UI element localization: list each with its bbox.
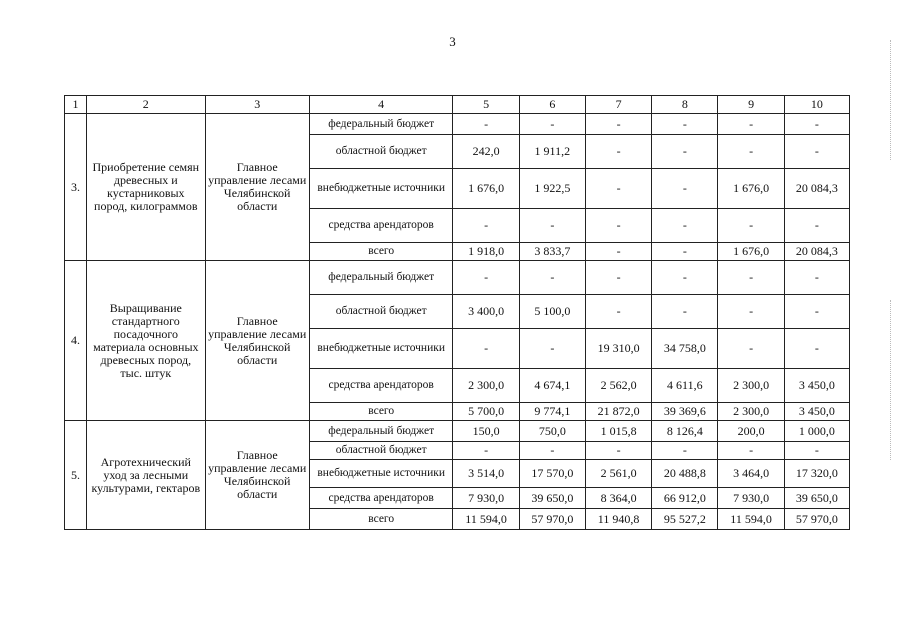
item-executor: Главное управление лесами Челябинской области xyxy=(205,114,309,261)
header-cell: 8 xyxy=(652,96,718,114)
funding-source: всего xyxy=(309,509,453,530)
value-cell: 20 084,3 xyxy=(784,243,849,261)
value-cell: - xyxy=(519,114,585,135)
item-name: Выращивание стандартного посадочного материала основных древесных пород, тыс. штук xyxy=(87,261,205,421)
value-cell: - xyxy=(784,261,849,295)
value-cell: - xyxy=(718,135,784,169)
budget-table xyxy=(64,95,850,530)
value-cell: - xyxy=(718,114,784,135)
value-cell: 2 562,0 xyxy=(585,369,651,403)
value-cell: - xyxy=(652,261,718,295)
value-cell: - xyxy=(453,261,519,295)
funding-source: внебюджетные источники xyxy=(309,329,453,369)
item-number: 5. xyxy=(65,421,87,530)
value-cell: - xyxy=(718,209,784,243)
funding-source: федеральный бюджет xyxy=(309,421,453,442)
value-cell: 1 922,5 xyxy=(519,169,585,209)
funding-source: областной бюджет xyxy=(309,295,453,329)
value-cell: 3 400,0 xyxy=(453,295,519,329)
funding-source: средства арендаторов xyxy=(309,488,453,509)
value-cell: 7 930,0 xyxy=(453,488,519,509)
value-cell: 57 970,0 xyxy=(519,509,585,530)
value-cell: - xyxy=(784,442,849,460)
value-cell: - xyxy=(519,261,585,295)
table-row xyxy=(65,261,850,295)
value-cell: 34 758,0 xyxy=(652,329,718,369)
header-cell: 10 xyxy=(784,96,849,114)
item-name: Приобретение семян древесных и кустарниковых пород, килограммов xyxy=(87,114,205,261)
table-row xyxy=(65,421,850,442)
funding-source: областной бюджет xyxy=(309,442,453,460)
scan-margin-mark xyxy=(890,40,899,160)
item-name: Агротехнический уход за лесными культурами, гектаров xyxy=(87,421,205,530)
header-cell: 7 xyxy=(585,96,651,114)
table-row xyxy=(65,114,850,135)
value-cell: - xyxy=(585,135,651,169)
value-cell: 11 594,0 xyxy=(718,509,784,530)
value-cell: 1 676,0 xyxy=(718,169,784,209)
header-cell: 6 xyxy=(519,96,585,114)
value-cell: 1 911,2 xyxy=(519,135,585,169)
value-cell: 20 488,8 xyxy=(652,460,718,488)
value-cell: - xyxy=(585,442,651,460)
item-number: 3. xyxy=(65,114,87,261)
value-cell: - xyxy=(718,295,784,329)
funding-source: федеральный бюджет xyxy=(309,114,453,135)
value-cell: - xyxy=(784,135,849,169)
funding-source: внебюджетные источники xyxy=(309,460,453,488)
value-cell: - xyxy=(718,261,784,295)
value-cell: 11 940,8 xyxy=(585,509,651,530)
value-cell: 200,0 xyxy=(718,421,784,442)
header-row xyxy=(65,96,850,114)
value-cell: 4 674,1 xyxy=(519,369,585,403)
funding-source: федеральный бюджет xyxy=(309,261,453,295)
value-cell: - xyxy=(453,329,519,369)
value-cell: - xyxy=(652,295,718,329)
item-executor: Главное управление лесами Челябинской области xyxy=(205,421,309,530)
value-cell: - xyxy=(652,209,718,243)
value-cell: - xyxy=(585,114,651,135)
value-cell: 39 369,6 xyxy=(652,403,718,421)
value-cell: - xyxy=(784,209,849,243)
value-cell: - xyxy=(784,295,849,329)
value-cell: 66 912,0 xyxy=(652,488,718,509)
value-cell: - xyxy=(585,209,651,243)
value-cell: - xyxy=(585,243,651,261)
value-cell: 1 676,0 xyxy=(453,169,519,209)
value-cell: - xyxy=(519,209,585,243)
value-cell: - xyxy=(652,135,718,169)
value-cell: - xyxy=(718,329,784,369)
header-cell: 4 xyxy=(309,96,453,114)
value-cell: 3 833,7 xyxy=(519,243,585,261)
value-cell: 150,0 xyxy=(453,421,519,442)
value-cell: 9 774,1 xyxy=(519,403,585,421)
value-cell: 57 970,0 xyxy=(784,509,849,530)
funding-source: всего xyxy=(309,243,453,261)
header-cell: 2 xyxy=(87,96,205,114)
value-cell: 1 015,8 xyxy=(585,421,651,442)
value-cell: - xyxy=(652,169,718,209)
value-cell: 242,0 xyxy=(453,135,519,169)
value-cell: 1 918,0 xyxy=(453,243,519,261)
value-cell: 3 450,0 xyxy=(784,403,849,421)
value-cell: - xyxy=(784,114,849,135)
value-cell: 3 450,0 xyxy=(784,369,849,403)
value-cell: 2 300,0 xyxy=(453,369,519,403)
value-cell: - xyxy=(453,209,519,243)
value-cell: - xyxy=(652,114,718,135)
value-cell: - xyxy=(652,243,718,261)
value-cell: 39 650,0 xyxy=(784,488,849,509)
value-cell: 7 930,0 xyxy=(718,488,784,509)
value-cell: - xyxy=(453,114,519,135)
value-cell: 39 650,0 xyxy=(519,488,585,509)
value-cell: 20 084,3 xyxy=(784,169,849,209)
value-cell: - xyxy=(784,329,849,369)
value-cell: 3 464,0 xyxy=(718,460,784,488)
header-cell: 3 xyxy=(205,96,309,114)
funding-source: средства арендаторов xyxy=(309,209,453,243)
scan-margin-mark xyxy=(890,300,899,460)
value-cell: 750,0 xyxy=(519,421,585,442)
page-number: 3 xyxy=(449,34,456,49)
value-cell: 2 300,0 xyxy=(718,369,784,403)
value-cell: 17 320,0 xyxy=(784,460,849,488)
funding-source: всего xyxy=(309,403,453,421)
funding-source: областной бюджет xyxy=(309,135,453,169)
value-cell: 3 514,0 xyxy=(453,460,519,488)
value-cell: 5 100,0 xyxy=(519,295,585,329)
value-cell: 21 872,0 xyxy=(585,403,651,421)
value-cell: - xyxy=(718,442,784,460)
funding-source: внебюджетные источники xyxy=(309,169,453,209)
value-cell: 8 364,0 xyxy=(585,488,651,509)
value-cell: 1 676,0 xyxy=(718,243,784,261)
header-cell: 1 xyxy=(65,96,87,114)
value-cell: 8 126,4 xyxy=(652,421,718,442)
value-cell: - xyxy=(519,329,585,369)
item-executor: Главное управление лесами Челябинской области xyxy=(205,261,309,421)
value-cell: - xyxy=(652,442,718,460)
value-cell: 2 300,0 xyxy=(718,403,784,421)
value-cell: 2 561,0 xyxy=(585,460,651,488)
value-cell: - xyxy=(453,442,519,460)
value-cell: 4 611,6 xyxy=(652,369,718,403)
value-cell: 1 000,0 xyxy=(784,421,849,442)
funding-source: средства арендаторов xyxy=(309,369,453,403)
value-cell: 5 700,0 xyxy=(453,403,519,421)
value-cell: 11 594,0 xyxy=(453,509,519,530)
value-cell: - xyxy=(585,261,651,295)
value-cell: 95 527,2 xyxy=(652,509,718,530)
value-cell: 19 310,0 xyxy=(585,329,651,369)
value-cell: - xyxy=(519,442,585,460)
header-cell: 5 xyxy=(453,96,519,114)
value-cell: 17 570,0 xyxy=(519,460,585,488)
value-cell: - xyxy=(585,169,651,209)
header-cell: 9 xyxy=(718,96,784,114)
value-cell: - xyxy=(585,295,651,329)
item-number: 4. xyxy=(65,261,87,421)
